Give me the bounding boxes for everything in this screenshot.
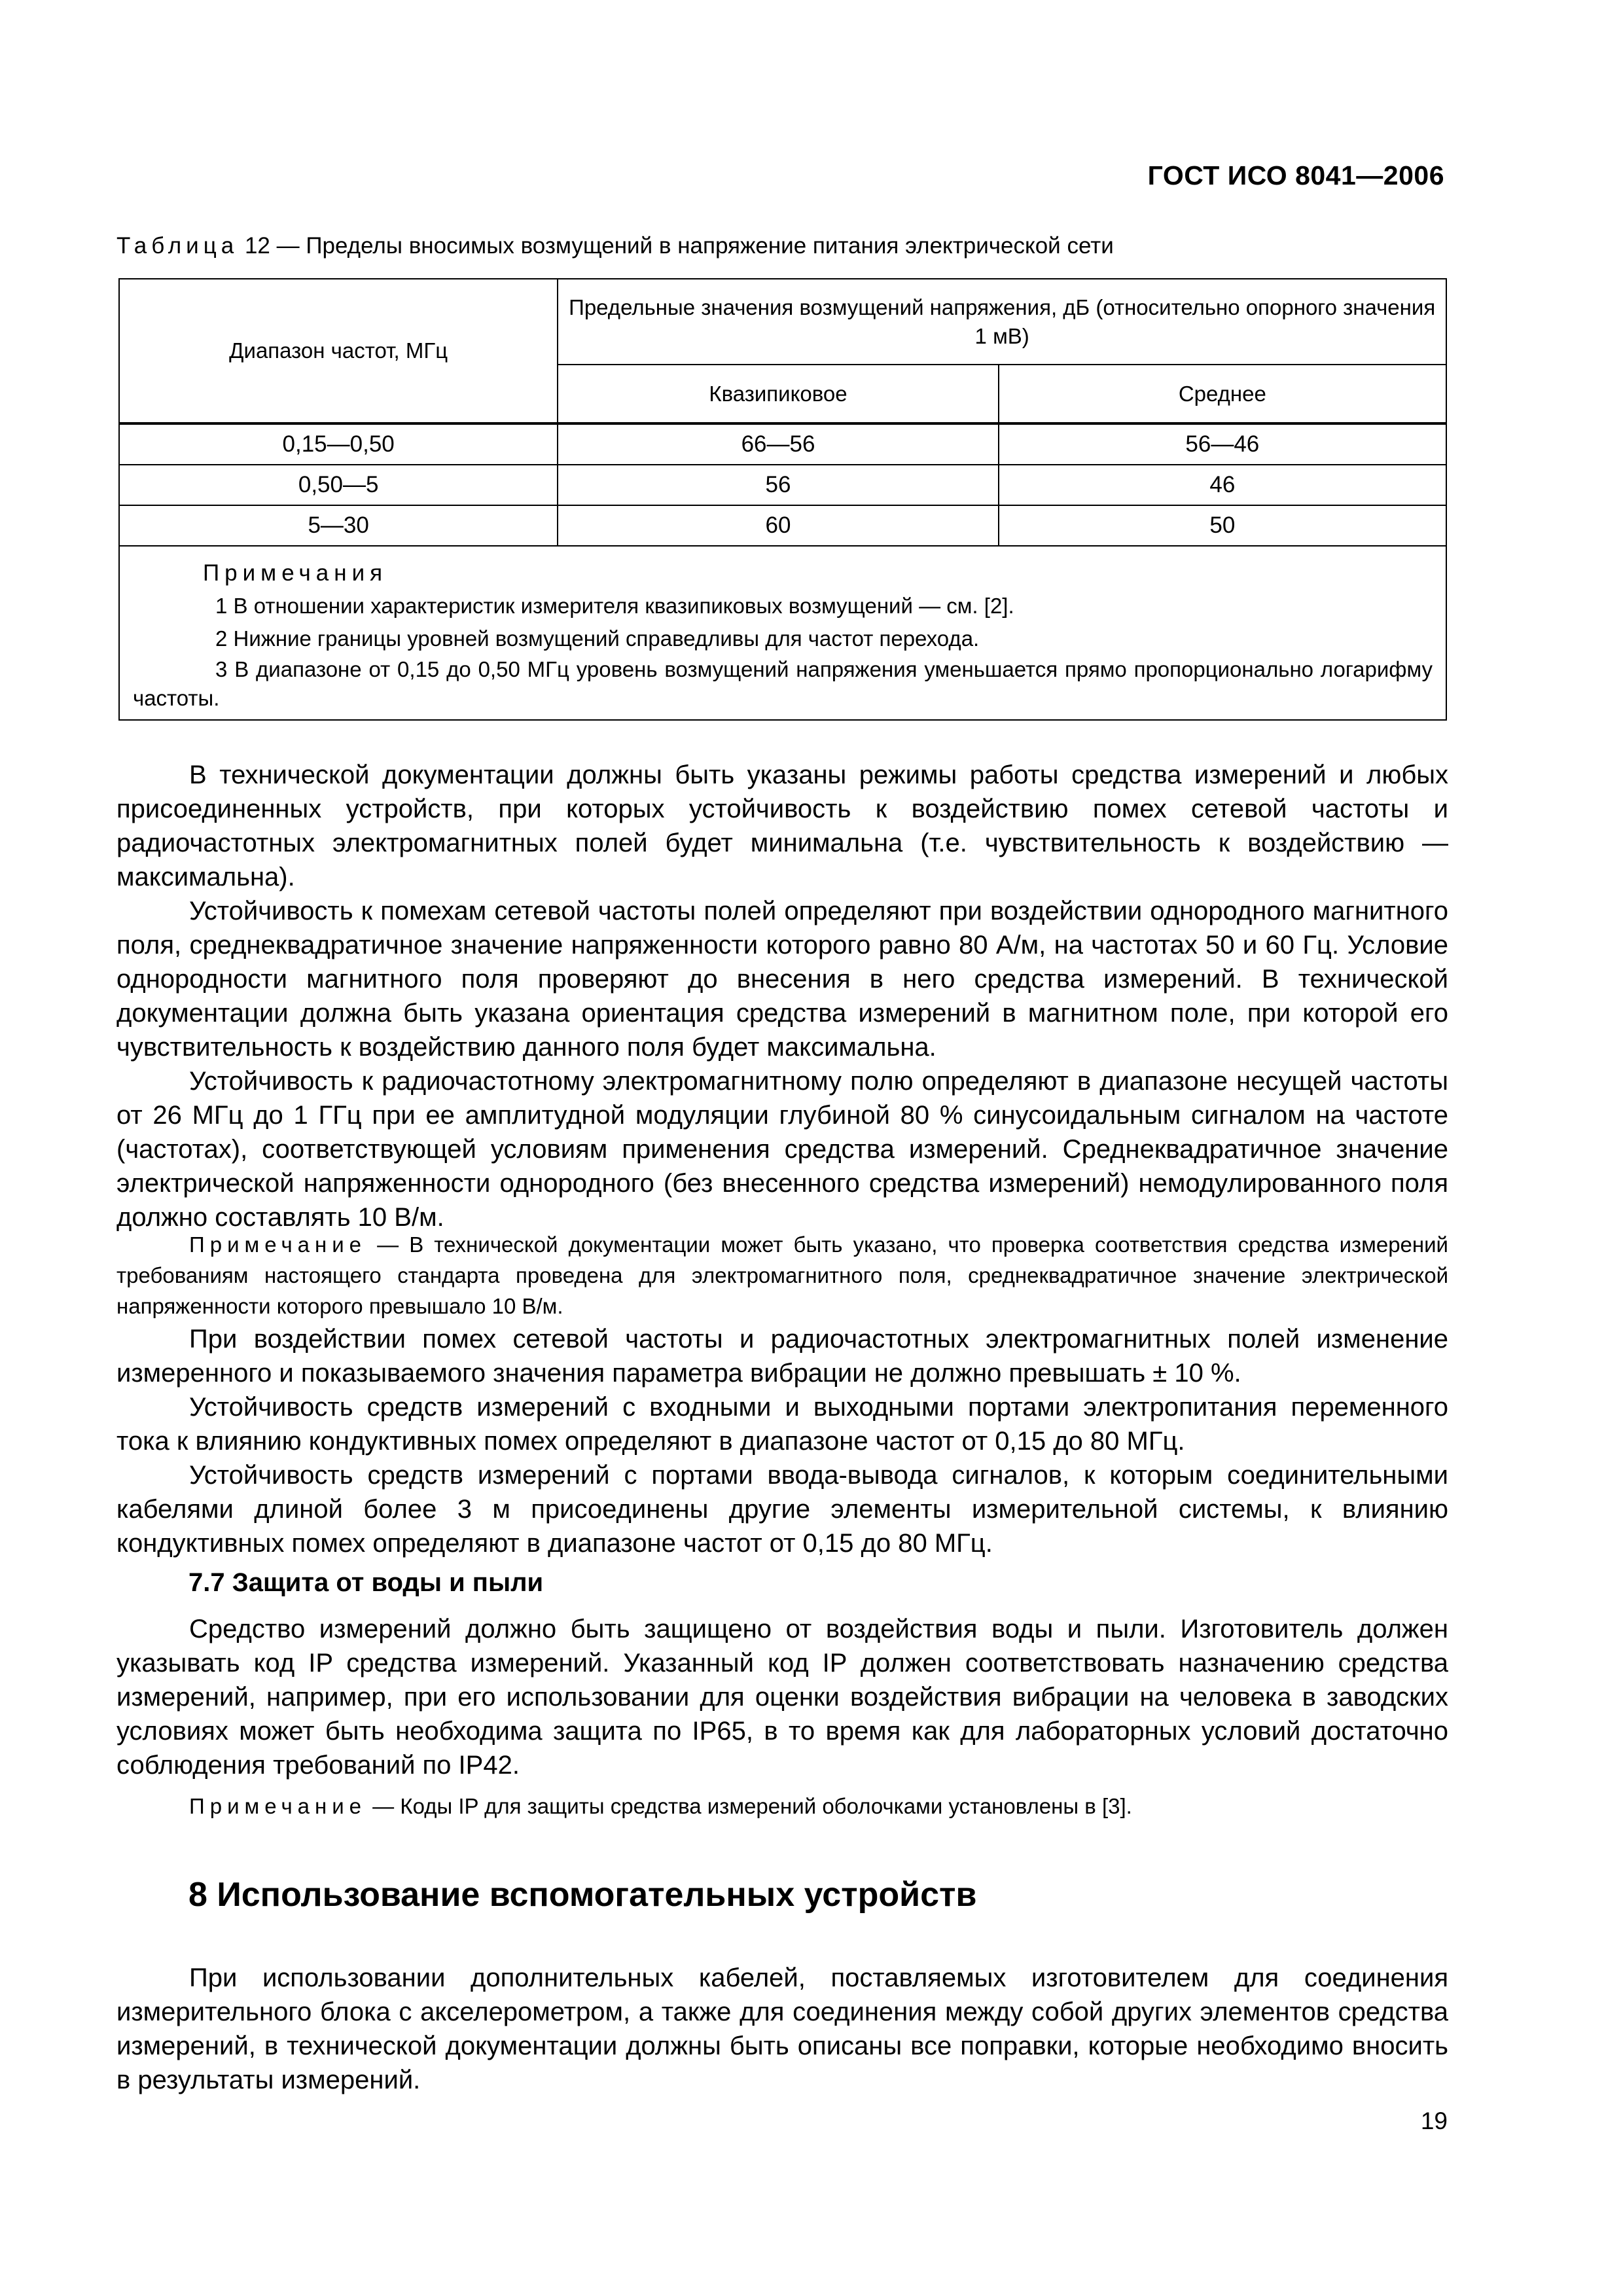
note-text: — Коды IP для защиты средства измерений оболочками установлены в [3]. (366, 1794, 1132, 1818)
section-heading-8: 8 Использование вспомогательных устройств (188, 1876, 977, 1914)
paragraph: Устойчивость средств измерений с портами ввода-вывода сигналов, к которым соединительными кабелями длиной более 3 м присоединены другие элементы измерительной системы, к влиянию кондуктивных помех определяют в диапазоне частот от 0,15 до 80 МГц. (116, 1461, 1448, 1558)
cell-average: 56—46 (999, 423, 1446, 465)
page-number: 19 (1420, 2108, 1448, 2134)
header-average: Среднее (999, 365, 1446, 423)
cell-quasi-peak: 60 (558, 505, 998, 546)
disturbance-limits-table (118, 278, 1447, 721)
paragraph-group-emc (116, 758, 1448, 1234)
note-text: — В технической документации может быть указано, что проверка соответствия средства измерений требованиям настоящего стандарта проведена для электромагнитного поля, среднеквадратичное значение электрической напряженности которого превышало 10 В/м. (116, 1232, 1448, 1318)
cell-average: 46 (999, 465, 1446, 505)
header-quasi-peak: Квазипиковое (558, 365, 998, 423)
paragraph: В технической документации должны быть указаны режимы работы средства измерений и любых присоединенных устройств, при которых устойчивость к воздействию помех сетевой частоты и радиочастотных электромагнитных полей будет минимальна (т.е. чувствительность к воздействию — максимальна). (116, 761, 1448, 891)
paragraph: Устойчивость к радиочастотному электромагнитному полю определяют в диапазоне несущей частоты от 26 МГц до 1 ГГц при ее амплитудной модуляции глубиной 80 % синусоидальным сигналом на частоте (частотах), соответствующей условиям применения средства измерений. Среднеквадратичное значение электрической напряженности однородного (без внесенного средства измерений) немодулированного поля должно составлять 10 В/м. (116, 1067, 1448, 1232)
subsection-heading-7-7: 7.7 Защита от воды и пыли (188, 1568, 544, 1597)
note-label: Примечание (189, 1794, 367, 1818)
cell-frequency: 0,15—0,50 (119, 423, 558, 465)
paragraph: Устойчивость средств измерений с входными и выходными портами электропитания переменного тока к влиянию кондуктивных помех определяют в диапазоне частот от 0,15 до 80 МГц. (116, 1393, 1448, 1456)
cell-frequency: 0,50—5 (119, 465, 558, 505)
document-code: ГОСТ ИСО 8041—2006 (1147, 160, 1444, 190)
note-field-strength (116, 1229, 1448, 1321)
table-note-1: 1 В отношении характеристик измерителя квазипиковых возмущений — см. [2]. (215, 594, 1014, 618)
paragraph-group-immunity (116, 1322, 1448, 1560)
table-caption (116, 233, 1114, 259)
paragraph: Средство измерений должно быть защищено от воздействия воды и пыли. Изготовитель должен указывать код IP средства измерений. Указанный код IP должен соответствовать назначению средства измерений, например, при его использовании для оценки воздействия вибрации на человека в заводских условиях может быть необходима защита по IP65, в то время как для лабораторных условий достаточно соблюдения требований по IP42. (116, 1615, 1448, 1780)
table-row (119, 423, 1446, 465)
header-frequency-range: Диапазон частот, МГц (119, 279, 558, 423)
table-notes-title: Примечания (203, 560, 388, 586)
table-caption-prefix: Таблица (116, 233, 239, 259)
table-notes (119, 546, 1446, 720)
paragraph: При воздействии помех сетевой частоты и радиочастотных электромагнитных полей изменение измеренного и показываемого значения параметра вибрации не должно превышать ± 10 %. (116, 1325, 1448, 1388)
table-row (119, 505, 1446, 546)
header-voltage-limits: Предельные значения возмущений напряжения, дБ (относительно опорного значения 1 мВ) (558, 279, 1446, 365)
table-row (119, 465, 1446, 505)
note-label: Примечание (189, 1232, 367, 1257)
paragraph: При использовании дополнительных кабелей, поставляемых изготовителем для соединения измерительного блока с акселерометром, а также для соединения между собой других элементов средства измерений, в технической документации должны быть описаны все поправки, которые необходимо вносить в результаты измерений. (116, 1964, 1448, 2094)
cell-frequency: 5—30 (119, 505, 558, 546)
cell-average: 50 (999, 505, 1446, 546)
note-ip-codes (116, 1791, 1448, 1821)
table-caption-text: 12 — Пределы вносимых возмущений в напряжение питания электрической сети (244, 233, 1114, 259)
section-8-text (116, 1961, 1448, 2097)
table-note-3: 3 В диапазоне от 0,15 до 0,50 МГц уровень возмущений напряжения уменьшается прямо пропорционально логарифму частоты. (133, 657, 1433, 710)
cell-quasi-peak: 66—56 (558, 423, 998, 465)
paragraph: Устойчивость к помехам сетевой частоты полей определяют при воздействии однородного магнитного поля, среднеквадратичное значение напряженности которого равно 80 А/м, на частотах 50 и 60 Гц. Условие однородности магнитного поля проверяют до внесения в него средства измерений. В технической документации должна быть указана ориентация средства измерений в магнитном поле, при которой его чувствительность к воздействию данного поля будет максимальна. (116, 897, 1448, 1062)
table-note-2: 2 Нижние границы уровней возмущений справедливы для частот перехода. (215, 626, 980, 651)
cell-quasi-peak: 56 (558, 465, 998, 505)
section-7-7-text (116, 1612, 1448, 1782)
